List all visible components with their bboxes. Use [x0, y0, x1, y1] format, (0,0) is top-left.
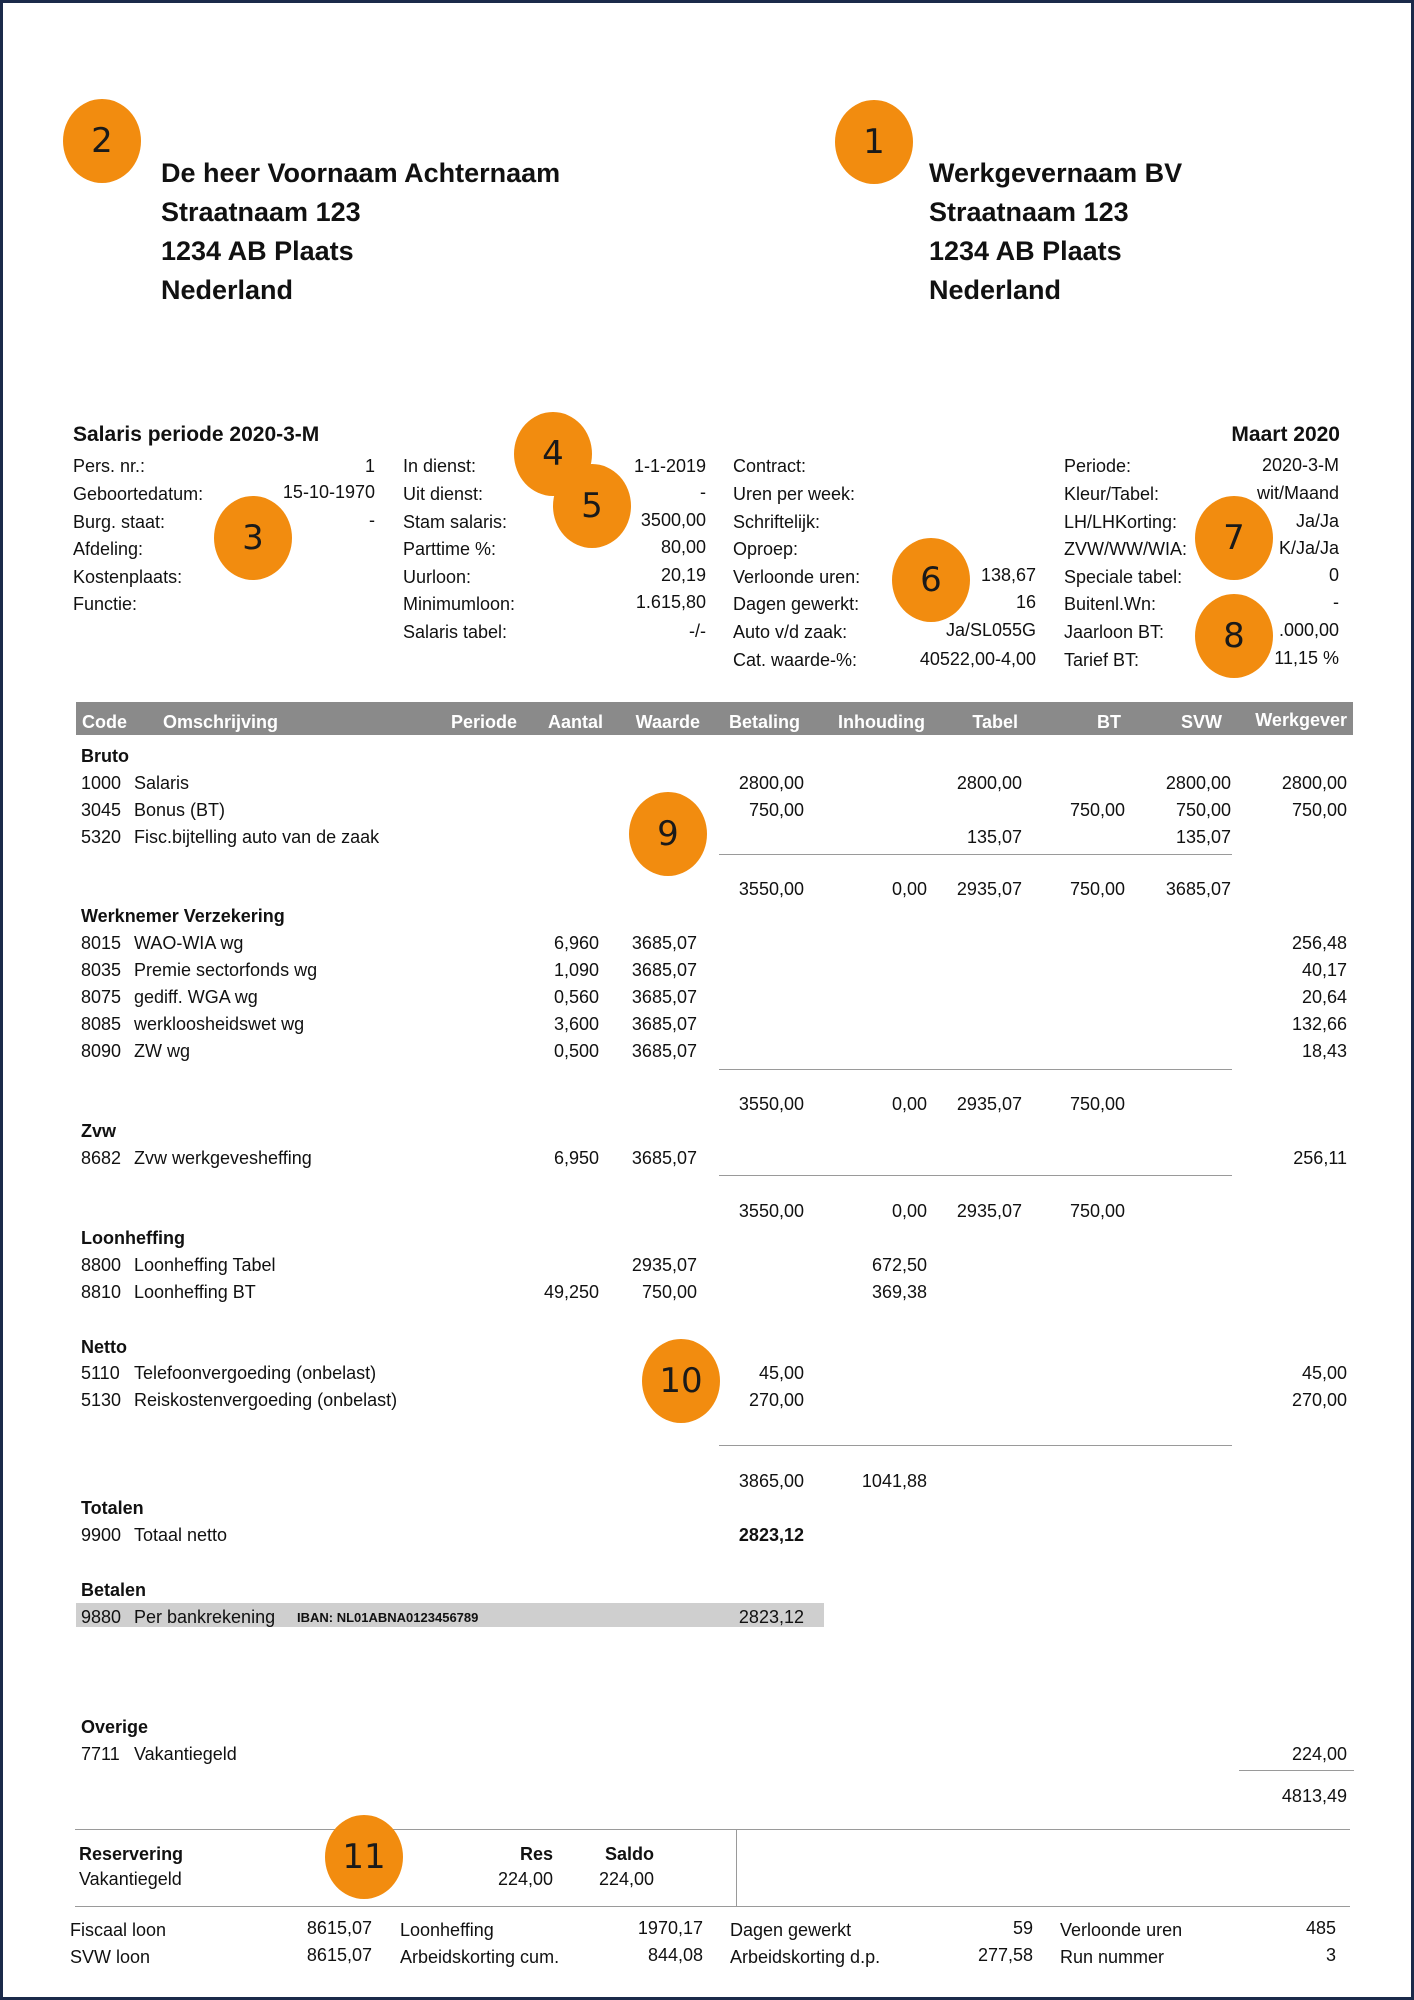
cell-werkgever: 132,66: [1291, 1014, 1347, 1034]
employee-name: De heer Voornaam Achternaam: [161, 158, 561, 188]
cell-desc: Telefoonvergoeding (onbelast): [134, 1363, 377, 1383]
cell-desc: Bonus (BT): [134, 800, 226, 820]
buitenl-wn-value: -: [1333, 592, 1339, 612]
cell-werkgever: 2800,00: [1281, 773, 1347, 793]
annotation-badge-9: 9: [629, 792, 707, 876]
cell-desc: Reiskostenvergoeding (onbelast): [134, 1390, 398, 1410]
cat-waarde-label: Cat. waarde-%:: [733, 650, 858, 670]
speciale-tabel-label: Speciale tabel:: [1064, 567, 1183, 587]
cell-code: 8800: [81, 1255, 122, 1275]
reservering-res-header: Res: [519, 1844, 553, 1864]
verloonde-uren-total-value: 485: [1305, 1918, 1336, 1938]
cell-svw: 750,00: [1175, 800, 1231, 820]
annotation-badge-4: 4: [514, 412, 592, 496]
cell-aantal: 6,950: [553, 1148, 599, 1168]
salaris-tabel-label: Salaris tabel:: [403, 622, 508, 642]
annotation-badge-2: 2: [63, 99, 141, 183]
lh-korting-value: Ja/Ja: [1295, 511, 1339, 531]
uurloon-value: 20,19: [660, 565, 706, 585]
cell-aantal: 3,600: [553, 1014, 599, 1034]
cell-inhouding: 1041,88: [861, 1471, 927, 1491]
speciale-tabel-value: 0: [1328, 565, 1339, 585]
uit-dienst-value: -: [700, 482, 706, 502]
cell-desc: Salaris: [134, 773, 190, 793]
cell-desc: Fisc.bijtelling auto van de zaak: [134, 827, 380, 847]
verloonde-uren-value: 138,67: [980, 565, 1036, 585]
cell-desc: Premie sectorfonds wg: [134, 960, 318, 980]
burg-staat-value: -: [369, 510, 375, 530]
geboortedatum-value: 15-10-1970: [282, 482, 375, 502]
cell-inhouding: 0,00: [891, 1094, 927, 1114]
minimumloon-label: Minimumloon:: [403, 594, 516, 614]
cell-code: 3045: [81, 800, 122, 820]
tarief-bt-label: Tarief BT:: [1064, 650, 1140, 670]
parttime-value: 80,00: [660, 537, 706, 557]
periode-label: Periode:: [1064, 456, 1132, 476]
reservering-title: Reservering: [79, 1844, 184, 1864]
cell-werkgever: 750,00: [1291, 800, 1347, 820]
arbeidskorting-cum-value: 844,08: [647, 1945, 703, 1965]
reservering-bottom-line: [75, 1906, 1350, 1907]
dagen-gewerkt-value: 16: [1015, 592, 1036, 612]
cell-waarde: 2935,07: [631, 1255, 697, 1275]
cell-betaling: 3550,00: [738, 1094, 804, 1114]
annotation-badge-3: 3: [214, 496, 292, 580]
cell-svw: 135,07: [1175, 827, 1231, 847]
cell-tabel: 2935,07: [956, 1094, 1022, 1114]
cell-code: 5130: [81, 1390, 122, 1410]
cell-betaling: 2800,00: [738, 773, 804, 793]
cell-werkgever: 256,48: [1291, 933, 1347, 953]
employee-address: [161, 154, 560, 310]
cell-svw: 3685,07: [1165, 879, 1231, 899]
kleur-tabel-value: wit/Maand: [1256, 483, 1339, 503]
col-header-inhouding: Inhouding: [838, 712, 925, 732]
verloonde-uren-label: Verloonde uren:: [733, 567, 861, 587]
section-werknemer-verzekering: Werknemer Verzekering: [81, 906, 285, 926]
col-header-werkgever: Werkgever: [1255, 710, 1347, 730]
cat-waarde-value: 40522,00-4,00: [919, 649, 1036, 669]
cell-desc: WAO-WIA wg: [134, 933, 244, 953]
col-header-omschrijving: Omschrijving: [163, 712, 279, 732]
in-dienst-label: In dienst:: [403, 456, 477, 476]
employer-address: [929, 154, 1182, 310]
section-overige: Overige: [81, 1717, 149, 1737]
cell-betaling: 3865,00: [738, 1471, 804, 1491]
loonheffing-total-label: Loonheffing: [400, 1920, 494, 1940]
annotation-badge-7: 7: [1195, 496, 1273, 580]
cell-desc: Loonheffing BT: [134, 1282, 256, 1302]
svw-loon-label: SVW loon: [70, 1947, 151, 1967]
employee-country: Nederland: [161, 275, 294, 305]
oproep-label: Oproep:: [733, 539, 799, 559]
cell-bt: 750,00: [1069, 879, 1125, 899]
reservering-top-line: [75, 1829, 1350, 1830]
cell-code: 8085: [81, 1014, 122, 1034]
cell-desc: Zvw werkgevesheffing: [134, 1148, 312, 1168]
col-header-bt: BT: [1097, 712, 1121, 732]
cell-code: 8810: [81, 1282, 122, 1302]
cell-werkgever: 40,17: [1301, 960, 1347, 980]
cell-code: 1000: [81, 773, 122, 793]
section-netto: Netto: [81, 1337, 127, 1357]
cell-waarde: 3685,07: [631, 1014, 697, 1034]
section-bruto: Bruto: [81, 746, 129, 766]
employer-street: Straatnaam 123: [929, 197, 1129, 227]
cell-tabel: 2935,07: [956, 1201, 1022, 1221]
cell-werkgever: 256,11: [1293, 1148, 1347, 1168]
cell-svw: 2800,00: [1165, 773, 1231, 793]
cell-inhouding: 0,00: [891, 879, 927, 899]
cell-werkgever: 224,00: [1291, 1744, 1347, 1764]
cell-betaling: 45,00: [758, 1363, 804, 1383]
cell-tabel: 2800,00: [956, 773, 1022, 793]
afdeling-label: Afdeling:: [73, 539, 144, 559]
kleur-tabel-label: Kleur/Tabel:: [1064, 484, 1160, 504]
cell-code: 5320: [81, 827, 122, 847]
col-header-betaling: Betaling: [728, 712, 800, 732]
reservering-res-value: 224,00: [497, 1869, 553, 1889]
werknemer-subtotal-line: [719, 1069, 1232, 1070]
reservering-saldo-header: Saldo: [604, 1844, 654, 1864]
section-totalen: Totalen: [81, 1498, 144, 1518]
cell-betaling: 3550,00: [738, 879, 804, 899]
pers-nr-label: Pers. nr.:: [73, 456, 146, 476]
cell-desc: Totaal netto: [134, 1525, 228, 1545]
periode-value: 2020-3-M: [1261, 455, 1339, 475]
cell-betaling: 2823,12: [738, 1607, 804, 1627]
cell-werkgever: 20,64: [1301, 987, 1347, 1007]
cell-betaling: 2823,12: [738, 1525, 804, 1545]
annotation-badge-10: 10: [642, 1339, 720, 1423]
employee-street: Straatnaam 123: [161, 197, 361, 227]
pers-nr-value: 1: [364, 456, 375, 476]
schriftelijk-label: Schriftelijk:: [733, 512, 821, 532]
arbeidskorting-dp-value: 277,58: [977, 1945, 1033, 1965]
col-header-aantal: Aantal: [547, 712, 603, 732]
employer-country: Nederland: [929, 275, 1062, 305]
annotation-badge-1: 1: [835, 100, 913, 184]
period-title: Salaris periode 2020-3-M: [73, 423, 320, 446]
cell-werkgever: 270,00: [1291, 1390, 1347, 1410]
section-zvw: Zvw: [81, 1121, 117, 1141]
cell-waarde: 3685,07: [631, 960, 697, 980]
verloonde-uren-total-label: Verloonde uren: [1060, 1920, 1183, 1940]
cell-desc: ZW wg: [134, 1041, 190, 1061]
burg-staat-label: Burg. staat:: [73, 512, 166, 532]
cell-code: 8682: [81, 1148, 122, 1168]
iban-number: IBAN: NL01ABNA0123456789: [297, 1610, 479, 1625]
cell-waarde: 3685,07: [631, 933, 697, 953]
reservering-divider: [736, 1829, 737, 1906]
cell-code: 7711: [81, 1744, 120, 1764]
run-nummer-value: 3: [1325, 1945, 1336, 1965]
col-header-code: Code: [82, 712, 127, 732]
cell-desc: Loonheffing Tabel: [134, 1255, 276, 1275]
fiscaal-loon-value: 8615,07: [306, 1918, 372, 1938]
annotation-badge-6: 6: [892, 538, 970, 622]
contract-label: Contract:: [733, 456, 807, 476]
cell-aantal: 0,500: [553, 1041, 599, 1061]
svw-loon-value: 8615,07: [306, 1945, 372, 1965]
cell-aantal: 49,250: [543, 1282, 599, 1302]
zvw-ww-wia-value: K/Ja/Ja: [1278, 538, 1339, 558]
bruto-subtotal-line: [719, 854, 1232, 855]
arbeidskorting-dp-label: Arbeidskorting d.p.: [730, 1947, 881, 1967]
cell-code: 8035: [81, 960, 122, 980]
cell-desc: gediff. WGA wg: [134, 987, 258, 1007]
cell-waarde: 3685,07: [631, 1041, 697, 1061]
cell-werkgever: 4813,49: [1281, 1786, 1347, 1806]
cell-inhouding: 369,38: [871, 1282, 927, 1302]
cell-betaling: 270,00: [748, 1390, 804, 1410]
cell-werkgever: 45,00: [1301, 1363, 1347, 1383]
reservering-item: Vakantiegeld: [79, 1869, 182, 1889]
cell-inhouding: 0,00: [891, 1201, 927, 1221]
cell-werkgever: 18,43: [1301, 1041, 1347, 1061]
uit-dienst-label: Uit dienst:: [403, 484, 484, 504]
col-header-periode: Periode: [450, 712, 517, 732]
cell-code: 8090: [81, 1041, 122, 1061]
parttime-label: Parttime %:: [403, 539, 497, 559]
cell-betaling: 3550,00: [738, 1201, 804, 1221]
arbeidskorting-cum-label: Arbeidskorting cum.: [400, 1947, 560, 1967]
overige-total-line: [1239, 1770, 1354, 1771]
cell-code: 8075: [81, 987, 122, 1007]
cell-aantal: 1,090: [553, 960, 599, 980]
reservering-saldo-value: 224,00: [598, 1869, 654, 1889]
cell-desc: Vakantiegeld: [134, 1744, 237, 1764]
zvw-ww-wia-label: ZVW/WW/WIA:: [1064, 539, 1187, 559]
cell-bt: 750,00: [1069, 1201, 1125, 1221]
cell-code: 9880: [81, 1607, 122, 1627]
run-nummer-label: Run nummer: [1060, 1947, 1165, 1967]
cell-waarde: 3685,07: [631, 1148, 697, 1168]
cell-code: 5110: [81, 1363, 120, 1383]
cell-waarde: 750,00: [641, 1282, 697, 1302]
uren-per-week-label: Uren per week:: [733, 484, 856, 504]
stam-salaris-value: 3500,00: [640, 510, 706, 530]
cell-aantal: 6,960: [553, 933, 599, 953]
cell-waarde: 3685,07: [631, 987, 697, 1007]
annotation-badge-5: 5: [553, 464, 631, 548]
salaris-tabel-value: -/-: [689, 621, 706, 641]
annotation-badge-11: 11: [325, 1815, 403, 1899]
minimumloon-value: 1.615,80: [635, 592, 706, 612]
cell-tabel: 135,07: [966, 827, 1022, 847]
jaarloon-bt-label: Jaarloon BT:: [1064, 622, 1165, 642]
employee-city: 1234 AB Plaats: [161, 236, 354, 266]
jaarloon-bt-value: .000,00: [1278, 620, 1339, 640]
tarief-bt-value: 11,15 %: [1274, 648, 1339, 668]
cell-desc: Per bankrekening: [134, 1607, 276, 1627]
uurloon-label: Uurloon:: [403, 567, 472, 587]
cell-bt: 750,00: [1069, 800, 1125, 820]
fiscaal-loon-label: Fiscaal loon: [70, 1920, 167, 1940]
kostenplaats-label: Kostenplaats:: [73, 567, 183, 587]
zvw-subtotal-line: [719, 1175, 1232, 1176]
cell-aantal: 0,560: [553, 987, 599, 1007]
cell-code: 9900: [81, 1525, 122, 1545]
auto-zaak-value: Ja/SL055G: [945, 620, 1036, 640]
col-header-tabel: Tabel: [972, 712, 1018, 732]
annotation-badge-8: 8: [1195, 594, 1273, 678]
dagen-gewerkt-total-value: 59: [1012, 1918, 1033, 1938]
section-loonheffing: Loonheffing: [81, 1228, 185, 1248]
netto-subtotal-line: [719, 1445, 1232, 1446]
cell-betaling: 750,00: [748, 800, 804, 820]
cell-tabel: 2935,07: [956, 879, 1022, 899]
col-header-svw: SVW: [1180, 712, 1222, 732]
buitenl-wn-label: Buitenl.Wn:: [1064, 594, 1157, 614]
cell-code: 8015: [81, 933, 122, 953]
stam-salaris-label: Stam salaris:: [403, 512, 508, 532]
cell-desc: werkloosheidswet wg: [134, 1014, 305, 1034]
dagen-gewerkt-label: Dagen gewerkt:: [733, 594, 860, 614]
in-dienst-value: 1-1-2019: [633, 456, 706, 476]
loonheffing-total-value: 1970,17: [637, 1918, 703, 1938]
auto-zaak-label: Auto v/d zaak:: [733, 622, 848, 642]
employer-name: Werkgevernaam BV: [929, 158, 1183, 188]
col-header-waarde: Waarde: [635, 712, 700, 732]
geboortedatum-label: Geboortedatum:: [73, 484, 204, 504]
section-betalen: Betalen: [81, 1580, 147, 1600]
cell-inhouding: 672,50: [871, 1255, 927, 1275]
dagen-gewerkt-total-label: Dagen gewerkt: [730, 1920, 852, 1940]
cell-bt: 750,00: [1069, 1094, 1125, 1114]
employer-city: 1234 AB Plaats: [929, 236, 1122, 266]
month-title: Maart 2020: [1231, 423, 1340, 446]
lh-korting-label: LH/LHKorting:: [1064, 512, 1178, 532]
functie-label: Functie:: [73, 594, 138, 614]
